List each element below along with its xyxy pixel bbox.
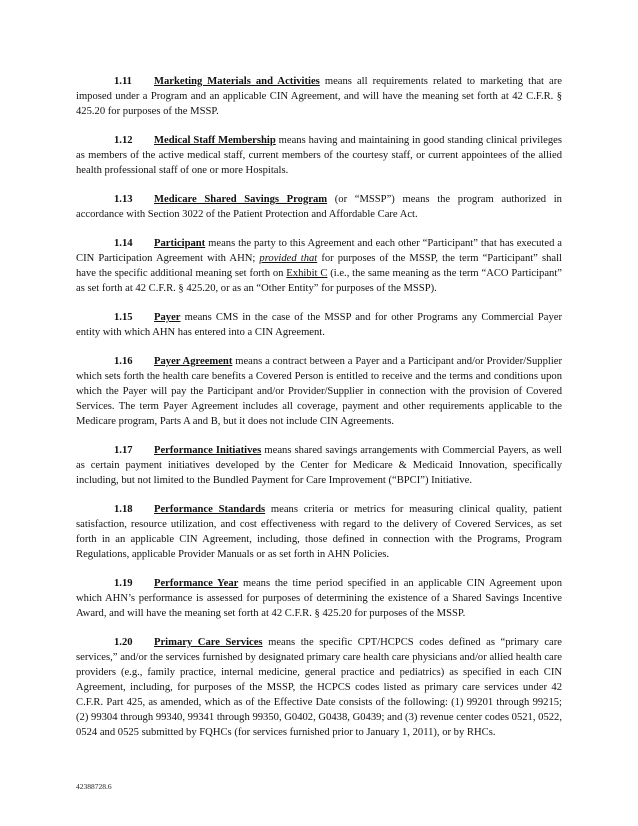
- clause-1-11: [76, 74, 562, 119]
- clause-1-17: [76, 443, 562, 488]
- defined-term: Performance Initiatives: [154, 445, 262, 456]
- clause-number: 1.12: [114, 135, 133, 146]
- clause-1-20: [76, 635, 562, 740]
- exhibit-reference: Exhibit C: [286, 268, 328, 279]
- defined-term: Payer: [154, 312, 181, 323]
- clause-text: means criteria or metrics for measuring clinical quality, patient satisfaction, resource utilization, and cost effectiveness with regard to the delivery of Covered Services, as set forth in an applicable CIN Agreement, including, those defined in connection with the Programs, Program Regulations, applicable Provider Manuals or as set forth in AHN Policies.: [76, 504, 562, 560]
- clause-1-18: [76, 502, 562, 562]
- definitions-section: [76, 74, 562, 754]
- clause-text: means a contract between a Payer and a Participant and/or Provider/Supplier which sets forth the health care benefits a Covered Person is entitled to receive and the terms and conditions upon which the Payer will pay the Participant and/or Provider/Supplier in connection with the provision of Covered Services. The term Payer Agreement includes all coverage, payment and other requirements applicable to the Medicare program, Parts A and B, but it does not include CIN Agreements.: [76, 356, 562, 427]
- clause-1-15: [76, 310, 562, 340]
- clause-1-14: [76, 236, 562, 296]
- defined-term: Marketing Materials and Activities: [154, 76, 320, 87]
- clause-text: means the party to this Agreement and each other “Participant” that has executed a CIN Participation Agreement with AHN;: [76, 238, 562, 264]
- defined-term: Payer Agreement: [154, 356, 233, 367]
- clause-1-13: [76, 192, 562, 222]
- clause-1-19: [76, 576, 562, 621]
- clause-1-16: [76, 354, 562, 429]
- defined-term: Performance Standards: [154, 504, 266, 515]
- defined-term: Primary Care Services: [154, 637, 263, 648]
- document-id-footer: 42388728.6: [76, 782, 112, 791]
- proviso-text: provided that: [259, 253, 318, 264]
- clause-text: means all requirements related to marketing that are imposed under a Program and an applicable CIN Agreement, and will have the meaning set forth at 42 C.F.R. § 425.20 for purposes of the MSSP.: [76, 76, 562, 117]
- clause-number: 1.14: [114, 238, 133, 249]
- defined-term: Medicare Shared Savings Program: [154, 194, 328, 205]
- clause-text: (or “MSSP”) means the program authorized in accordance with Section 3022 of the Patient Protection and Affordable Care Act.: [76, 194, 562, 220]
- clause-number: 1.16: [114, 356, 133, 367]
- clause-text: means shared savings arrangements with Commercial Payers, as well as certain payment initiatives developed by the Center for Medicare & Medicaid Innovation, specifically including, but not limited to the Bundled Payment for Care Improvement (“BPCI”) Initiative.: [76, 445, 562, 486]
- clause-1-12: [76, 133, 562, 178]
- clause-text: means having and maintaining in good standing clinical privileges as members of the active medical staff, current members of the courtesy staff, or current appointees of the allied health professional staff of one or more Hospitals.: [76, 135, 562, 176]
- defined-term: Performance Year: [154, 578, 239, 589]
- clause-number: 1.13: [114, 194, 133, 205]
- clause-number: 1.20: [114, 637, 133, 648]
- clause-text: (i.e., the same meaning as the term “ACO Participant” as set forth at 42 C.F.R. § 425.20, or as an “Other Entity” for purposes of the MSSP).: [76, 268, 562, 294]
- defined-term: Medical Staff Membership: [154, 135, 276, 146]
- clause-text: means the time period specified in an applicable CIN Agreement upon which AHN’s performance is assessed for purposes of determining the existence of a Shared Savings Incentive Award, and will have the meaning set forth at 42 C.F.R. § 425.20 for purposes of the MSSP.: [76, 578, 562, 619]
- clause-text: for purposes of the MSSP, the term “Participant” shall have the specific additional meaning set forth on: [76, 253, 562, 279]
- clause-text: means CMS in the case of the MSSP and for other Programs any Commercial Payer entity with which AHN has entered into a CIN Agreement.: [76, 312, 562, 338]
- clause-number: 1.19: [114, 578, 133, 589]
- clause-number: 1.11: [114, 76, 132, 87]
- clause-number: 1.15: [114, 312, 133, 323]
- clause-text: means the specific CPT/HCPCS codes defined as “primary care services,” and/or the services furnished by designated primary care health care physicians and/or allied health care providers (e.g., family practice, internal medicine, general practice and pediatrics) as specified in each CIN Agreement, including, for purposes of the MSSP, the HCPCS codes listed as primary care services under 42 C.F.R. Part 425, as amended, which as of the Effective Date consists of the following: (1) 99201 through 99215; (2) 99304 through 99340, 99341 through 99350, G0402, G0438, G0439; and (3) revenue center codes 0521, 0522, 0524 and 0525 submitted by FQHCs (for services furnished prior to January 1, 2011), or by RHCs.: [76, 637, 562, 738]
- clause-number: 1.18: [114, 504, 133, 515]
- defined-term: Participant: [154, 238, 206, 249]
- clause-number: 1.17: [114, 445, 133, 456]
